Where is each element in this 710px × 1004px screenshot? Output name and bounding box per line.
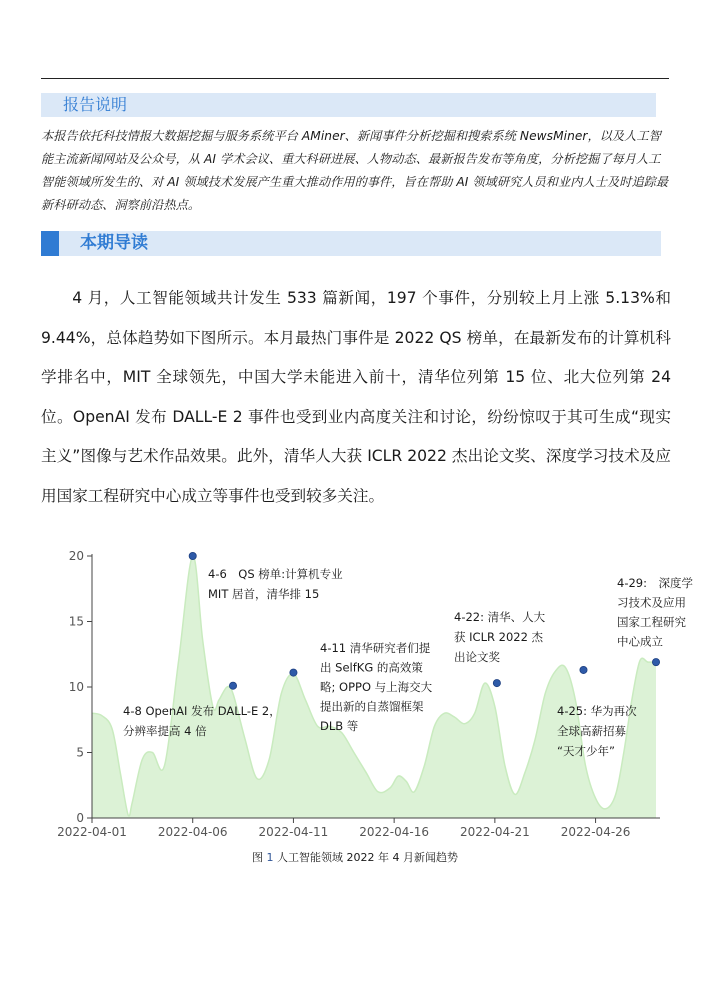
event-annotation: 提出新的自蒸馏框架 xyxy=(320,699,424,714)
event-annotation: 出论文奖 xyxy=(454,650,500,664)
event-annotation: 4-29: 深度学 xyxy=(617,576,693,590)
guide-title: 本期导读 xyxy=(80,233,148,253)
caption-text: 人工智能领域 2022 年 4 月新闻趋势 xyxy=(277,851,458,864)
x-tick-label: 2022-04-16 xyxy=(359,825,430,839)
event-annotation: 全球高薪招募 xyxy=(557,724,626,738)
header-rule xyxy=(41,78,669,79)
report-note-text: 本报告依托科技情报大数据挖掘与服务系统平台 AMiner、新闻事件分析挖掘和搜索系统 NewsMiner，以及人工智能主流新闻网站及公众号，从 AI 学术会议、重大科研进展、人物动态、最新报告发布等角度，分析挖掘了每月人工智能领域所发生的、对 AI 领域技术发展产生重大推动作用的事件，旨在帮助 AI 领域研究人员和业内人士及时追踪最新科研动态、洞察前沿热点。 xyxy=(41,129,669,212)
y-tick-label: 0 xyxy=(76,811,84,825)
x-tick-label: 2022-04-21 xyxy=(459,825,530,839)
y-tick-label: 20 xyxy=(68,549,84,563)
y-tick-label: 5 xyxy=(76,745,84,760)
y-tick-label: 10 xyxy=(68,680,84,694)
event-annotation: MIT 居首，清华排 15 xyxy=(208,587,320,601)
event-marker xyxy=(580,666,587,673)
event-annotation: 习技术及应用 xyxy=(617,595,686,610)
event-marker xyxy=(229,682,236,689)
x-tick-label: 2022-04-26 xyxy=(560,825,631,839)
x-tick-label: 2022-04-11 xyxy=(258,825,329,839)
caption-prefix: 图 xyxy=(252,851,263,864)
event-annotation: 4-25: 华为再次 xyxy=(557,704,637,718)
event-annotation: 中心成立 xyxy=(617,634,663,649)
event-annotation: 4-11 清华研究者们提 xyxy=(320,641,431,655)
guide-paragraph: 4 月，人工智能领域共计发生 533 篇新闻，197 个事件，分别较上月上涨 5.13%和 9.44%，总体趋势如下图所示。本月最热门事件是 2022 QS 榜单，在最新发布的计算机科学排名中，MIT 全球领先，中国大学未能进入前十，清华位列第 15 位、北大位列第 24 位。OpenAI 发布 DALL-E 2 事件也受到业内高度关注和讨论，纷纷惊叹于其可生成“现实主义”图像与艺术作品效果。此外，清华人大获 ICLR 2022 杰出论文奖、深度学习技术及应用国家工程研究中心成立等事件也受到较多关注。 xyxy=(41,289,671,505)
x-tick-label: 2022-04-01 xyxy=(57,825,127,839)
news-trend-chart xyxy=(40,545,693,845)
event-annotation: DLB 等 xyxy=(320,719,359,733)
event-annotation: “天才少年” xyxy=(557,744,615,758)
event-annotation: 获 ICLR 2022 杰 xyxy=(454,630,544,644)
event-marker xyxy=(493,679,500,686)
event-annotation: 4-6 QS 榜单:计算机专业 xyxy=(208,567,343,581)
y-tick-label: 15 xyxy=(68,614,84,629)
event-marker xyxy=(189,552,196,559)
caption-number: 1 xyxy=(266,851,274,864)
event-annotation: 国家工程研究 xyxy=(617,615,686,629)
event-annotation: 分辨率提高 4 倍 xyxy=(123,724,207,738)
report-note-header-bar xyxy=(41,93,656,117)
figure-caption xyxy=(0,849,710,865)
guide-header-mark xyxy=(41,231,59,256)
event-annotation: 4-22: 清华、人大 xyxy=(454,610,546,624)
event-annotation: 出 SelfKG 的高效策 xyxy=(320,660,423,675)
event-marker xyxy=(652,659,659,666)
event-annotation: 4-8 OpenAI 发布 DALL-E 2， xyxy=(123,704,281,718)
event-marker xyxy=(290,669,297,676)
report-note-header-mark xyxy=(41,93,51,117)
report-note-title: 报告说明 xyxy=(63,95,128,114)
event-annotation: 略; OPPO 与上海交大 xyxy=(320,680,433,694)
x-tick-label: 2022-04-06 xyxy=(157,825,228,839)
